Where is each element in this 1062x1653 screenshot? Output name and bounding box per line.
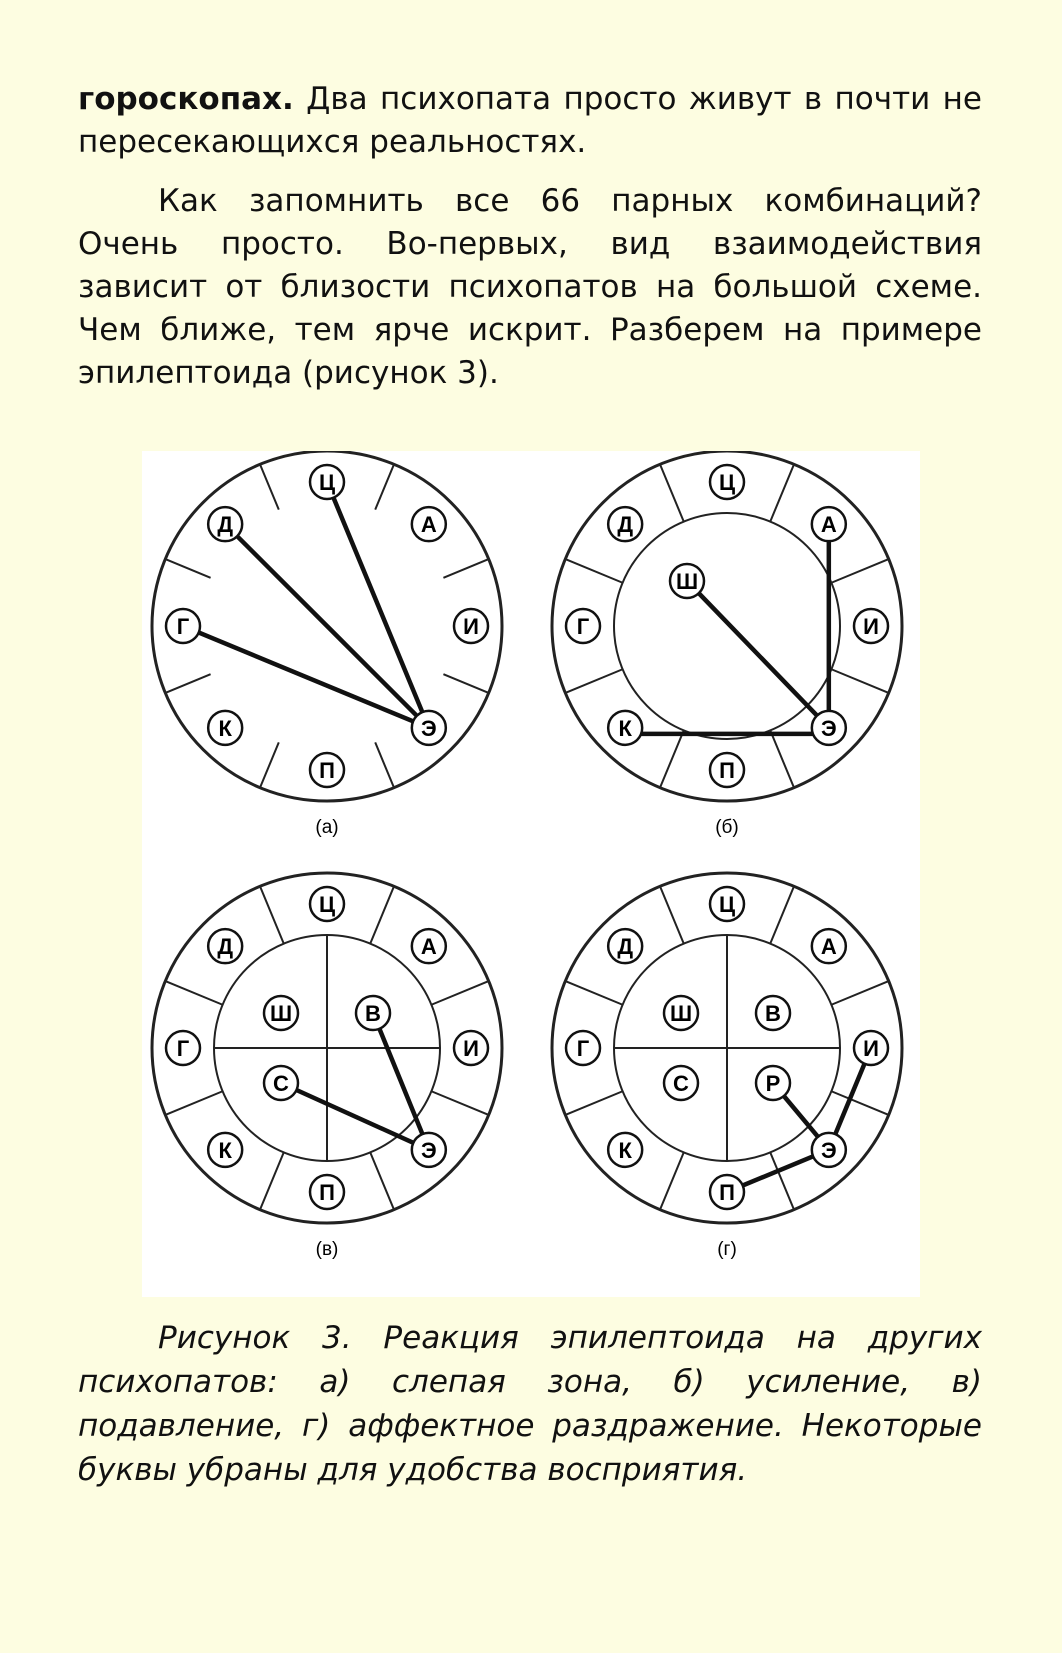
node-label: В (765, 1001, 781, 1026)
node-label: П (319, 758, 335, 783)
sector-divider (660, 730, 684, 787)
sector-divider (165, 559, 210, 578)
node-label: Р (765, 1071, 781, 1096)
node-s (664, 1066, 698, 1100)
sector-divider (370, 886, 394, 943)
node-e (412, 1133, 446, 1167)
node-g (166, 609, 200, 643)
figure-3-diagrams (142, 451, 920, 1297)
diagram-4 (552, 873, 902, 1260)
node-ts (310, 465, 344, 499)
node-d (208, 929, 242, 963)
node-a (812, 507, 846, 541)
outer-circle (552, 451, 902, 801)
node-a (412, 507, 446, 541)
node-v (756, 996, 790, 1030)
node-label: Д (217, 934, 234, 960)
node-label: К (618, 1137, 632, 1163)
paragraph-intro-bold: гороскопах. (78, 81, 294, 117)
sector-divider (565, 1091, 622, 1115)
sector-divider (831, 669, 888, 693)
node-label: К (618, 715, 632, 741)
node-i (454, 1031, 488, 1065)
diagram-3 (152, 873, 502, 1260)
node-label: А (820, 934, 837, 960)
node-label: А (820, 512, 837, 538)
node-label: Г (576, 1036, 590, 1061)
node-s (264, 1066, 298, 1100)
sector-divider (260, 742, 279, 787)
node-r (756, 1066, 790, 1100)
node-ts (710, 887, 744, 921)
node-label: Ш (675, 569, 699, 594)
node-p (710, 753, 744, 787)
node-k (608, 711, 642, 745)
node-sh (664, 996, 698, 1030)
node-label: Ш (269, 1001, 293, 1026)
node-label: Э (420, 1137, 437, 1163)
sector-divider (831, 1091, 888, 1115)
node-g (166, 1031, 200, 1065)
sector-divider (565, 981, 622, 1005)
node-label: Д (617, 934, 634, 960)
node-ts (710, 465, 744, 499)
node-e (812, 711, 846, 745)
node-label: Э (820, 1137, 837, 1163)
node-i (854, 609, 888, 643)
node-label: Ш (669, 1001, 693, 1026)
node-label: Ц (718, 470, 736, 495)
node-sh (670, 564, 704, 598)
node-i (854, 1031, 888, 1065)
diagram-1 (152, 451, 502, 838)
node-a (412, 929, 446, 963)
node-a (812, 929, 846, 963)
node-label: С (273, 1071, 289, 1096)
node-label: А (420, 934, 437, 960)
sector-divider (660, 1152, 684, 1209)
node-ts (310, 887, 344, 921)
figure-3 (142, 451, 920, 1297)
paragraph-main: Как запомнить все 66 парных комбинаций? Очень просто. Во-первых, вид взаимодействия зависит от близости психопатов на большой схеме. Чем ближе, тем ярче искрит. Разберем на примере эпилептоида (рисунок 3). (78, 183, 982, 391)
sector-divider (375, 464, 394, 509)
node-p (310, 753, 344, 787)
node-label: Ц (318, 470, 336, 495)
node-i (454, 609, 488, 643)
sector-divider (565, 669, 622, 693)
node-label: И (463, 1036, 479, 1061)
node-sh (264, 996, 298, 1030)
node-label: Д (617, 512, 634, 538)
sector-divider (431, 1091, 488, 1115)
sector-divider (165, 674, 210, 693)
link-e-sh (687, 581, 829, 728)
node-e (812, 1133, 846, 1167)
node-d (608, 929, 642, 963)
node-p (710, 1175, 744, 1209)
diagram-label: (б) (715, 817, 739, 838)
diagram-2 (552, 451, 902, 838)
sector-divider (831, 981, 888, 1005)
link-e-d (225, 524, 429, 728)
sector-divider (660, 464, 684, 521)
node-label: Д (217, 512, 234, 538)
sector-divider (431, 981, 488, 1005)
node-label: К (218, 1137, 232, 1163)
node-g (566, 609, 600, 643)
sector-divider (370, 1152, 394, 1209)
node-d (608, 507, 642, 541)
sector-divider (770, 1152, 794, 1209)
sector-divider (375, 742, 394, 787)
link-path-k-e-a (625, 524, 829, 734)
node-label: П (719, 1180, 735, 1205)
diagram-label: (г) (717, 1239, 737, 1260)
sector-divider (443, 559, 488, 578)
sector-divider (165, 1091, 222, 1115)
node-label: И (863, 1036, 879, 1061)
node-g (566, 1031, 600, 1065)
sector-divider (260, 1152, 284, 1209)
node-k (208, 711, 242, 745)
sector-divider (770, 730, 794, 787)
paragraph-intro-rest: Два психопата просто живут в почти не пересекающихся реальностях. (78, 81, 982, 160)
node-v (356, 996, 390, 1030)
node-label: Э (820, 715, 837, 741)
node-label: Ц (318, 892, 336, 917)
node-k (608, 1133, 642, 1167)
node-d (208, 507, 242, 541)
node-label: И (463, 614, 479, 639)
paragraph-intro (78, 78, 982, 164)
node-label: А (420, 512, 437, 538)
node-label: Ц (718, 892, 736, 917)
diagram-label: (а) (315, 817, 339, 838)
diagram-label: (в) (315, 1239, 339, 1260)
node-label: Э (420, 715, 437, 741)
node-label: С (673, 1071, 689, 1096)
node-label: К (218, 715, 232, 741)
sector-divider (260, 464, 279, 509)
node-label: П (319, 1180, 335, 1205)
sector-divider (565, 559, 622, 583)
node-label: Г (576, 614, 590, 639)
node-label: Г (176, 1036, 190, 1061)
figure-caption: Рисунок 3. Реакция эпилептоида на других психопатов: а) слепая зона, б) усиление, в) подавление, г) аффектное раздражение. Некоторые буквы убраны для удобства восприятия. (78, 1320, 982, 1488)
sector-divider (770, 886, 794, 943)
node-label: Г (176, 614, 190, 639)
sector-divider (831, 559, 888, 583)
node-k (208, 1133, 242, 1167)
node-label: И (863, 614, 879, 639)
sector-divider (443, 674, 488, 693)
sector-divider (770, 464, 794, 521)
sector-divider (165, 981, 222, 1005)
node-label: П (719, 758, 735, 783)
sector-divider (660, 886, 684, 943)
node-label: В (365, 1001, 381, 1026)
sector-divider (260, 886, 284, 943)
node-p (310, 1175, 344, 1209)
node-e (412, 711, 446, 745)
